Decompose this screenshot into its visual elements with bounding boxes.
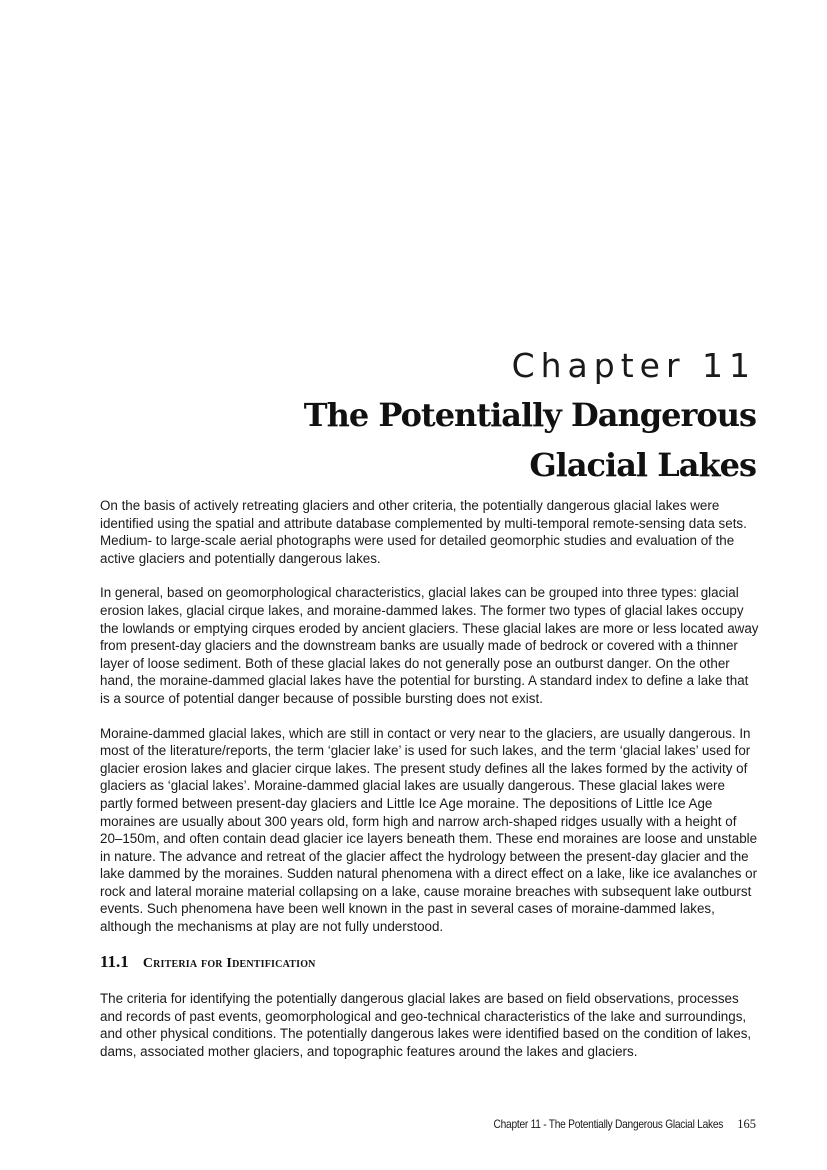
chapter-label: Chapter 11: [511, 346, 756, 385]
chapter-title: [196, 390, 756, 490]
paragraph-2: In general, based on geomorphological characteristics, glacial lakes can be grouped into three types: glacial erosion lakes, glacial cirque lakes, and moraine-dammed lakes. The former two types of glacial lakes occupy the lowlands or emptying cirques eroded by ancient glaciers. These glacial lakes are more or less located away from present-day glaciers and the downstream banks are usually made of bedrock or covered with a thinner layer of loose sediment. Both of these glacial lakes do not generally pose an outburst danger. On the other hand, the moraine-dammed glacial lakes have the potential for bursting. A standard index to define a lake that is a source of potential danger because of possible bursting does not exist.: [100, 585, 759, 706]
chapter-title-line-2: Glacial Lakes: [529, 446, 756, 484]
running-title: Chapter 11 - The Potentially Dangerous Glacial Lakes: [493, 1117, 724, 1131]
section-title: Criteria for Identification: [142, 955, 316, 971]
section-heading: [100, 953, 759, 973]
paragraph-1: On the basis of actively retreating glaciers and other criteria, the potentially dangerous glacial lakes were identified using the spatial and attribute database complemented by multi-temporal remote-sensing data sets. Medium- to large-scale aerial photographs were used for detailed geomorphic studies and evaluation of the active glaciers and potentially dangerous lakes.: [100, 498, 747, 566]
body-text: [100, 497, 759, 1078]
section-paragraph-1: The criteria for identifying the potentially dangerous glacial lakes are based on field observations, processes and records of past events, geomorphological and geo-technical characteristics of the lake and surroundings, and other physical conditions. The potentially dangerous lakes were identified based on the condition of lakes, dams, associated mother glaciers, and topographic features around the lakes and glaciers.: [100, 991, 752, 1060]
page-number: 165: [737, 1117, 756, 1131]
section-number: 11.1: [100, 951, 129, 971]
chapter-title-line-1: The Potentially Dangerous: [303, 396, 756, 434]
page-footer: [453, 1116, 756, 1132]
paragraph-3: Moraine-dammed glacial lakes, which are still in contact or very near to the glaciers, are usually dangerous. In most of the literature/reports, the term ‘glacier lake’ is used for such lakes, and the term ‘glacial lakes’ used for glacier erosion lakes and glacier cirque lakes. The present study defines all the lakes formed by the activity of glaciers as ‘glacial lakes’. Moraine-dammed glacial lakes are usually dangerous. These glacial lakes were partly formed between present-day glaciers and Little Ice Age moraine. The depositions of Little Ice Age moraines are usually about 300 years old, form high and narrow arch-shaped ridges usually with a height of 20–150m, and often contain dead glacier ice layers beneath them. These end moraines are loose and unstable in nature. The advance and retreat of the glacier affect the hydrology between the present-day glacier and the lake dammed by the moraines. Sudden natural phenomena with a direct effect on a lake, like ice avalanches or rock and lateral moraine material collapsing on a lake, cause moraine breaches with subsequent lake outburst events. Such phenomena have been well known in the past in several cases of moraine-dammed lakes, although the mechanisms at play are not fully understood.: [100, 725, 758, 935]
